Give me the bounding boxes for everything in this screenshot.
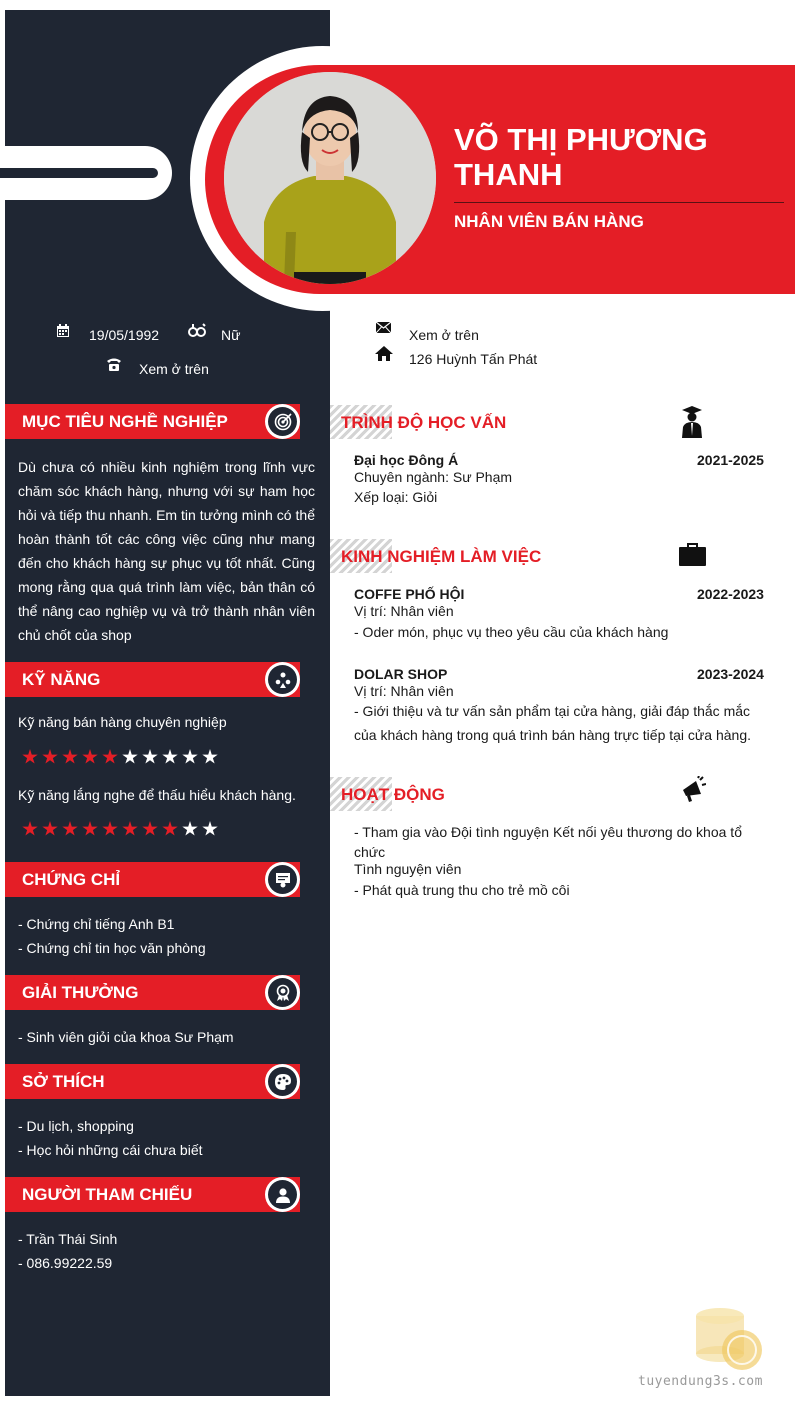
- education-grade: Xếp loại: Giỏi: [354, 489, 438, 505]
- certificates-title: CHỨNG CHỈ: [22, 870, 121, 889]
- activity-line-2: chức: [354, 844, 386, 860]
- star-empty-icon: [202, 821, 218, 837]
- address-value: 126 Huỳnh Tấn Phát: [409, 351, 538, 367]
- references-header: [5, 1177, 300, 1212]
- graduate-icon: [681, 406, 703, 438]
- calendar-icon: [56, 324, 70, 338]
- home-icon: [375, 346, 393, 361]
- hobbies-header: [5, 1064, 300, 1099]
- star-filled-icon: [122, 821, 138, 837]
- education-major: Chuyên ngành: Sư Phạm: [354, 469, 513, 485]
- star-empty-icon: [182, 749, 198, 765]
- objective-text: Dù chưa có nhiều kinh nghiệm trong lĩnh vực chăm sóc khách hàng, nhưng với sự ham học hỏi và tiếp thu nhanh. Em tin tưởng mình có thể hoàn thành tốt các công việc cũng như mang đến cho khách hàng sự phục vụ tốt nhất. Cũng mong rằng qua quá trình làm việc, bản thân có thể nâng cao nghiệp vụ và trở thành nhân viên chủ chốt của shop: [18, 459, 315, 643]
- coins-logo: [690, 1296, 770, 1376]
- job-title: NHÂN VIÊN BÁN HÀNG: [454, 212, 644, 231]
- skill-1-rating: [22, 749, 218, 765]
- star-filled-icon: [82, 821, 98, 837]
- briefcase-icon: [679, 543, 706, 566]
- star-empty-icon: [182, 821, 198, 837]
- birthday-value: 19/05/1992: [89, 327, 160, 343]
- target-icon: [265, 404, 300, 439]
- skill-2-rating: [22, 821, 218, 837]
- activities-title: HOẠT ĐỘNG: [341, 785, 445, 804]
- star-filled-icon: [102, 821, 118, 837]
- decor-pill-inner: [0, 168, 158, 178]
- star-filled-icon: [22, 821, 38, 837]
- skill-1-name: Kỹ năng bán hàng chuyên nghiệp: [18, 714, 227, 730]
- certificates-header: [5, 862, 300, 897]
- person-icon: [265, 1177, 300, 1212]
- activity-line-3: Tình nguyện viên: [354, 861, 462, 877]
- job-1-company: COFFE PHỐ HỘI: [354, 586, 465, 602]
- job-2-period: 2023-2024: [697, 666, 764, 682]
- star-empty-icon: [162, 749, 178, 765]
- watermark-text: tuyendung3s.com: [638, 1374, 763, 1389]
- star-filled-icon: [102, 749, 118, 765]
- awards-title: GIẢI THƯỞNG: [22, 983, 139, 1002]
- phone-value: Xem ở trên: [139, 361, 209, 377]
- job-2-company: DOLAR SHOP: [354, 666, 448, 682]
- skills-icon: [265, 662, 300, 697]
- objective-header: [5, 404, 300, 439]
- profile-photo: [224, 72, 436, 284]
- certificate-icon: [265, 862, 300, 897]
- job-1-desc: - Oder món, phục vụ theo yêu cầu của khách hàng: [354, 624, 669, 640]
- job-2-desc-line-1: - Giới thiệu và tư vấn sản phẩm tại cửa hàng, giải đáp thắc mắc: [354, 703, 751, 719]
- phone-icon: [106, 357, 122, 372]
- hobby-2: - Học hỏi những cái chưa biết: [18, 1142, 203, 1158]
- star-empty-icon: [142, 749, 158, 765]
- star-filled-icon: [22, 749, 38, 765]
- star-filled-icon: [42, 749, 58, 765]
- star-filled-icon: [62, 749, 78, 765]
- skills-header: [5, 662, 300, 697]
- palette-icon: [265, 1064, 300, 1099]
- name-divider: [454, 202, 784, 203]
- education-header: [330, 405, 530, 439]
- hobbies-title: SỞ THÍCH: [22, 1072, 105, 1091]
- certificate-1: - Chứng chỉ tiếng Anh B1: [18, 916, 175, 932]
- experience-title: KINH NGHIỆM LÀM VIỆC: [341, 547, 542, 566]
- certificate-2: - Chứng chỉ tin học văn phòng: [18, 940, 206, 956]
- megaphone-icon: [680, 776, 706, 804]
- hobby-1: - Du lịch, shopping: [18, 1118, 134, 1134]
- activities-header: [330, 777, 530, 811]
- education-title: TRÌNH ĐỘ HỌC VẤN: [341, 413, 507, 432]
- awards-header: [5, 975, 300, 1010]
- star-filled-icon: [162, 821, 178, 837]
- references-title: NGƯỜI THAM CHIẾU: [22, 1185, 193, 1204]
- star-empty-icon: [122, 749, 138, 765]
- skill-2-name: Kỹ năng lắng nghe để thấu hiểu khách hàng.: [18, 787, 296, 803]
- experience-header: [330, 539, 542, 573]
- email-icon: [376, 322, 391, 333]
- email-value: Xem ở trên: [409, 327, 479, 343]
- name-line-1: VÕ THỊ PHƯƠNG: [454, 122, 708, 157]
- candidate-name: [454, 122, 784, 192]
- job-1-period: 2022-2023: [697, 586, 764, 602]
- education-school: Đại học Đông Á: [354, 452, 459, 468]
- education-period: 2021-2025: [697, 452, 764, 468]
- job-2-desc-line-2: của khách hàng trong quá trình bán hàng trực tiếp tại cửa hàng.: [354, 727, 752, 743]
- job-1-position: Vị trí: Nhân viên: [354, 603, 454, 619]
- medal-icon: [265, 975, 300, 1010]
- star-filled-icon: [142, 821, 158, 837]
- star-filled-icon: [62, 821, 78, 837]
- activity-line-4: - Phát quà trung thu cho trẻ mồ côi: [354, 882, 570, 898]
- gender-value: Nữ: [221, 327, 241, 343]
- award-1: - Sinh viên giỏi của khoa Sư Phạm: [18, 1029, 234, 1045]
- job-2-position: Vị trí: Nhân viên: [354, 683, 454, 699]
- gender-icon: [187, 323, 207, 339]
- star-empty-icon: [202, 749, 218, 765]
- skills-title: KỸ NĂNG: [22, 670, 101, 689]
- star-filled-icon: [42, 821, 58, 837]
- name-line-2: THANH: [454, 157, 563, 192]
- activity-line-1: - Tham gia vào Đội tình nguyện Kết nối yêu thương do khoa tổ: [354, 824, 742, 840]
- star-filled-icon: [82, 749, 98, 765]
- reference-1: - Trần Thái Sinh: [18, 1231, 118, 1247]
- objective-title: MỤC TIÊU NGHỀ NGHIỆP: [22, 412, 228, 431]
- reference-2: - 086.99222.59: [18, 1255, 113, 1271]
